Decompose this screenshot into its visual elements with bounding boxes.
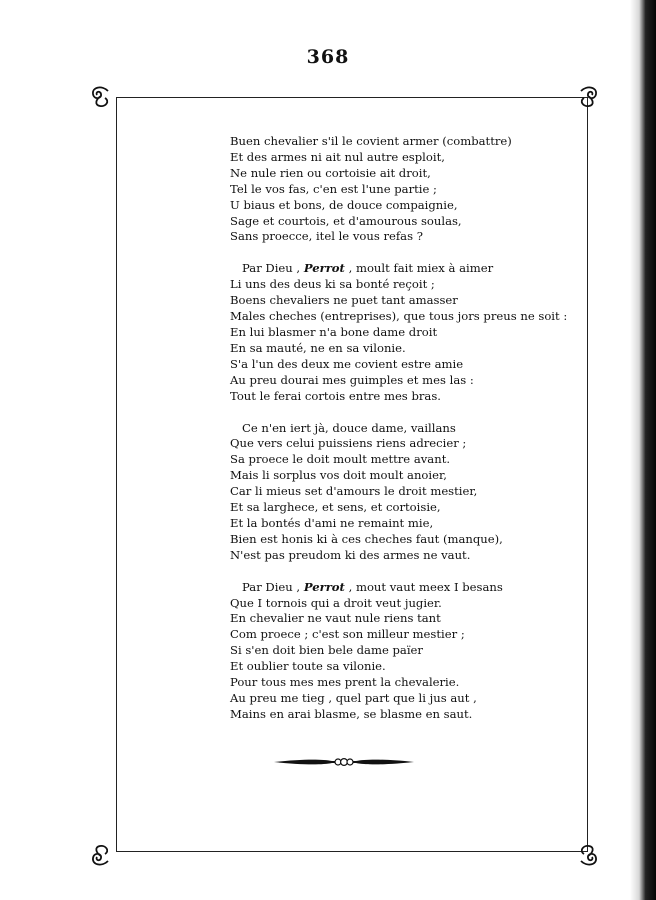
poem-line: Ce n'en iert jà, douce dame, vaillans bbox=[242, 420, 456, 435]
stanza-2 bbox=[230, 261, 570, 404]
poem-line: S'a l'un des deux me covient estre amie bbox=[230, 356, 464, 371]
poem-line: Sa proece le doit moult mettre avant. bbox=[230, 452, 451, 467]
poem-text bbox=[230, 134, 570, 739]
speaker-name: Perrot bbox=[303, 261, 345, 276]
corner-ornament-top-right bbox=[575, 83, 601, 109]
poem-line: Et la bontés d'ami ne remaint mie, bbox=[230, 515, 434, 530]
poem-line: Si s'en doit bien bele dame païer bbox=[230, 643, 423, 658]
line-text: Par Dieu , bbox=[242, 261, 304, 276]
ornamental-divider bbox=[272, 751, 416, 773]
poem-line: En chevalier ne vaut nule riens tant bbox=[230, 611, 441, 626]
poem-line: Au preu dourai mes guimples et mes las : bbox=[230, 372, 474, 387]
poem-line bbox=[230, 580, 570, 596]
poem-line: U biaus et bons, de douce compaignie, bbox=[230, 197, 458, 212]
poem-line: Que vers celui puissiens riens adrecier ; bbox=[230, 436, 467, 451]
line-text: , mout vaut meex I besans bbox=[344, 579, 503, 594]
page-number: 368 bbox=[306, 46, 350, 68]
speaker-name: Perrot bbox=[303, 579, 345, 594]
corner-ornament-top-left bbox=[88, 83, 114, 109]
poem-line: Buen chevalier s'il le covient armer (combattre) bbox=[230, 134, 512, 148]
poem-line: Car li mieus set d'amours le droit mestier, bbox=[230, 484, 478, 499]
poem-line: Sage et courtois, et d'amourous soulas, bbox=[230, 213, 462, 228]
poem-line: Et sa larghece, et sens, et cortoisie, bbox=[230, 500, 441, 515]
poem-line: Au preu me tieg , quel part que li jus aut , bbox=[230, 691, 477, 705]
poem-line: Tel le vos fas, c'en est l'une partie ; bbox=[230, 181, 437, 196]
poem-line: Mais li sorplus vos doit moult anoier, bbox=[230, 468, 447, 483]
stanza-3 bbox=[230, 421, 570, 564]
stanza-4 bbox=[230, 580, 570, 723]
poem-line: Li uns des deus ki sa bonté reçoit ; bbox=[230, 277, 435, 292]
poem-line: En sa mauté, ne en sa vilonie. bbox=[230, 340, 406, 355]
poem-line: Com proece ; c'est son milleur mestier ; bbox=[230, 627, 465, 642]
stanza-1 bbox=[230, 134, 570, 245]
poem-line: Bien est honis ki à ces cheches faut (manque), bbox=[230, 531, 503, 546]
scanned-page-edge bbox=[630, 0, 656, 900]
poem-line: Males cheches (entreprises), que tous jors preus ne soit : bbox=[230, 309, 568, 324]
corner-ornament-bottom-left bbox=[88, 843, 114, 869]
poem-line: Et des armes ni ait nul autre esploit, bbox=[230, 149, 445, 164]
poem-line: Mains en arai blasme, se blasme en saut. bbox=[230, 706, 473, 721]
line-text: Par Dieu , bbox=[242, 579, 304, 594]
line-text: , moult fait miex à aimer bbox=[344, 261, 494, 276]
poem-line: N'est pas preudom ki des armes ne vaut. bbox=[230, 547, 471, 562]
poem-line: En lui blasmer n'a bone dame droit bbox=[230, 324, 438, 339]
poem-line: Pour tous mes mes prent la chevalerie. bbox=[230, 675, 460, 690]
poem-line bbox=[230, 261, 570, 277]
corner-ornament-bottom-right bbox=[575, 843, 601, 869]
poem-line: Ne nule rien ou cortoisie ait droit, bbox=[230, 165, 431, 180]
poem-line: Tout le ferai cortois entre mes bras. bbox=[230, 388, 441, 403]
poem-line: Que I tornois qui a droit veut jugier. bbox=[230, 595, 442, 610]
poem-line: Sans proecce, itel le vous refas ? bbox=[230, 229, 423, 244]
poem-line: Boens chevaliers ne puet tant amasser bbox=[230, 293, 458, 308]
poem-line: Et oublier toute sa vilonie. bbox=[230, 659, 386, 674]
